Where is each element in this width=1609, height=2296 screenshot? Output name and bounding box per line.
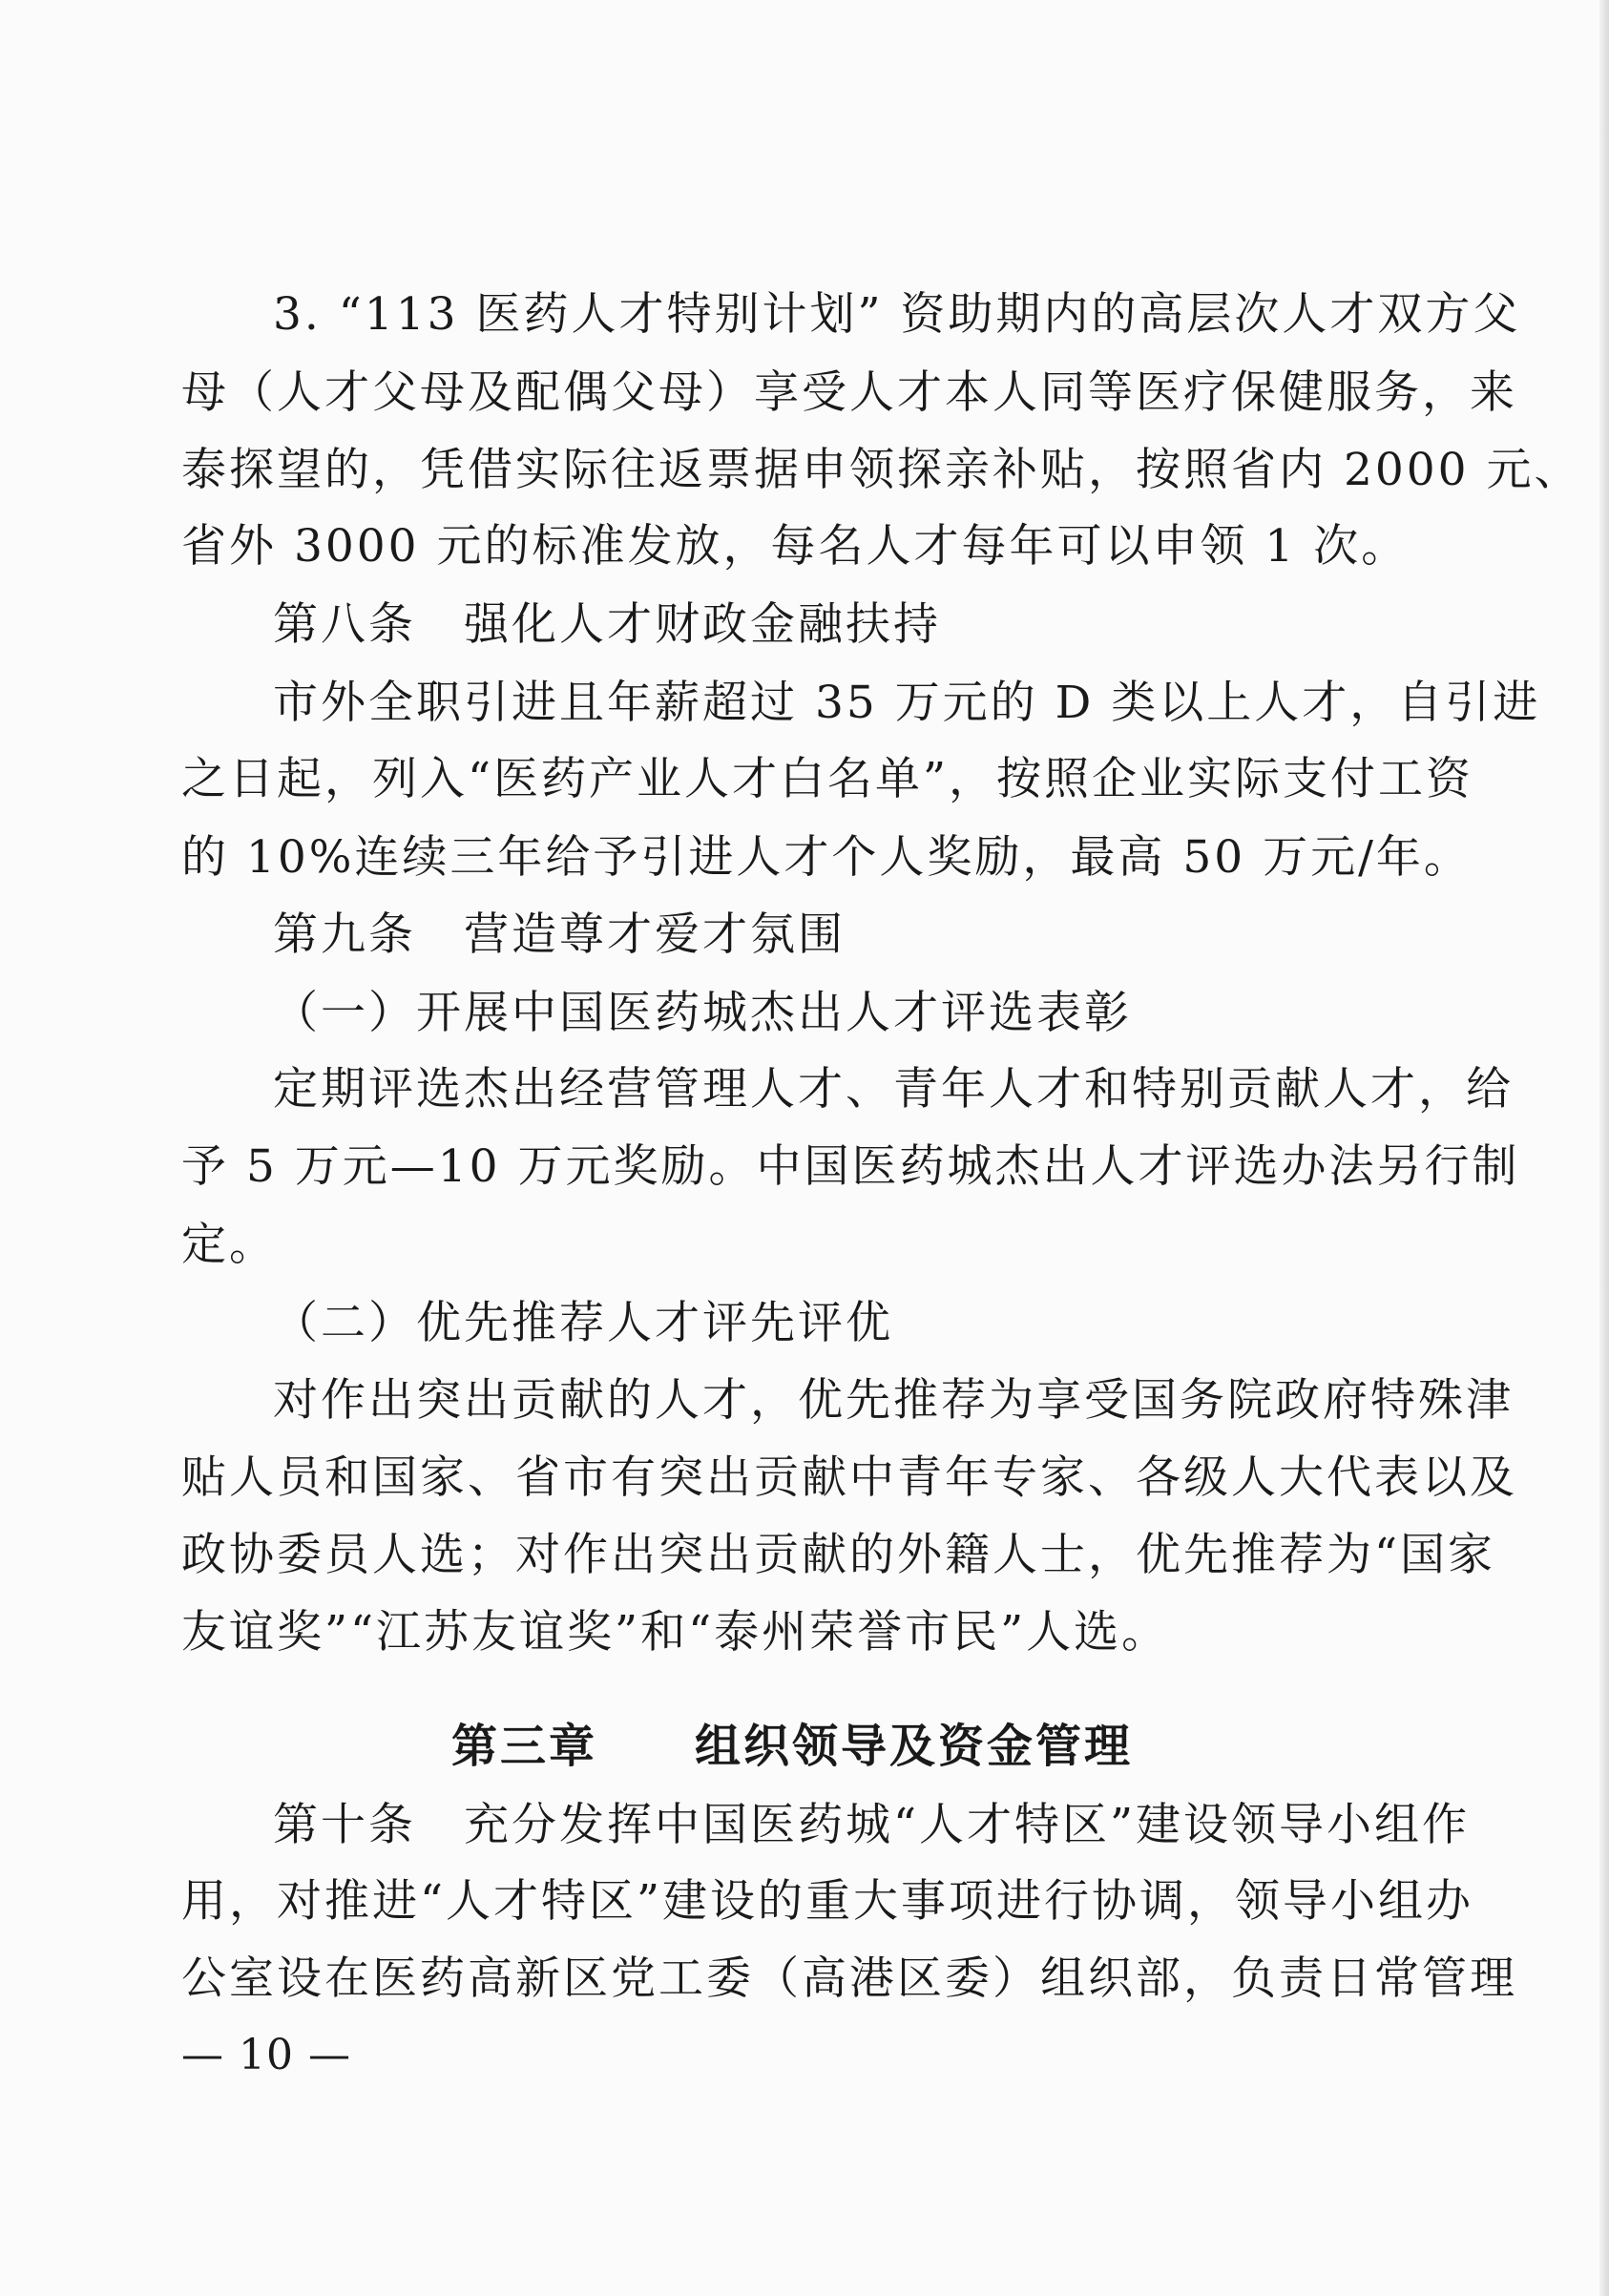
paragraph-line: 省外 3000 元的标准发放，每名人才每年可以申领 1 次。 xyxy=(181,520,1410,573)
page-number: — 10 — xyxy=(181,2031,351,2079)
paragraph-line: 友谊奖”“江苏友谊奖”和“泰州荣誉市民”人选。 xyxy=(181,1606,1170,1659)
paragraph-line: 对作出突出贡献的人才，优先推荐为享受国务院政府特殊津 xyxy=(273,1374,1514,1427)
subsection-heading: （二）优先推荐人才评先评优 xyxy=(273,1297,893,1349)
paragraph-line: 公室设在医药高新区党工委（高港区委）组织部，负责日常管理 xyxy=(181,1952,1517,2005)
article-heading: 第八条 强化人才财政金融扶持 xyxy=(273,598,941,651)
paragraph-line: 母（人才父母及配偶父母）享受人才本人同等医疗保健服务，来 xyxy=(181,366,1517,419)
paragraph-line: 之日起，列入“医药产业人才白名单”，按照企业实际支付工资 xyxy=(181,753,1474,805)
paragraph-line: 3. “113 医药人才特别计划” 资助期内的高层次人才双方父 xyxy=(273,288,1521,341)
paragraph-line: 的 10%连续三年给予引进人才个人奖励，最高 50 万元/年。 xyxy=(181,831,1472,884)
paragraph-line: 市外全职引进且年薪超过 35 万元的 D 类以上人才，自引进 xyxy=(273,677,1541,729)
paragraph-line: 用，对推进“人才特区”建设的重大事项进行协调，领导小组办 xyxy=(181,1875,1474,1928)
paragraph-line: 予 5 万元—10 万元奖励。中国医药城杰出人才评选办法另行制 xyxy=(181,1140,1520,1193)
paragraph-line: 定。 xyxy=(181,1219,277,1271)
article-heading: 第九条 营造尊才爱才氛围 xyxy=(273,908,846,961)
paragraph-line: 第十条 充分发挥中国医药城“人才特区”建设领导小组作 xyxy=(273,1799,1471,1851)
paragraph-line: 定期评选杰出经营管理人才、青年人才和特别贡献人才，给 xyxy=(273,1063,1514,1116)
paragraph-line: 政协委员人选；对作出突出贡献的外籍人士，优先推荐为“国家 xyxy=(181,1529,1496,1581)
subsection-heading: （一）开展中国医药城杰出人才评选表彰 xyxy=(273,987,1132,1039)
paragraph-line: 贴人员和国家、省市有突出贡献中青年专家、各级人大代表以及 xyxy=(181,1451,1517,1504)
paragraph-line: 泰探望的，凭借实际往返票据申领探亲补贴，按照省内 2000 元、 xyxy=(181,444,1582,496)
page-edge-shadow xyxy=(1599,0,1609,2296)
chapter-heading: 第三章 组织领导及资金管理 xyxy=(450,1720,1133,1773)
